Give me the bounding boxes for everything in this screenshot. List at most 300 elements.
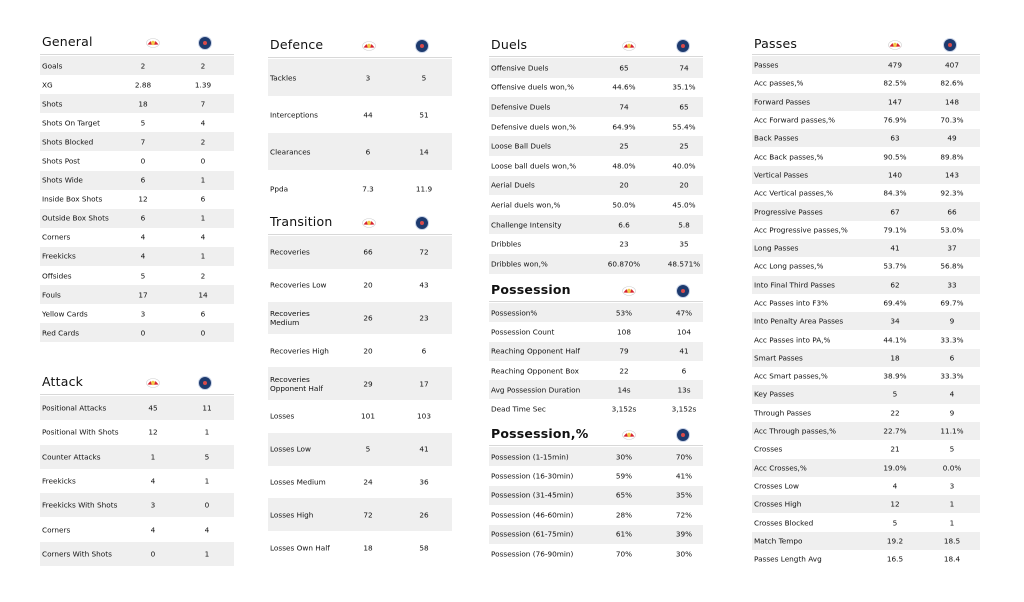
stat-row bbox=[752, 221, 980, 239]
stat-row bbox=[752, 111, 980, 129]
stat-label: Losses Low bbox=[270, 444, 311, 454]
home-value: 64.9% bbox=[612, 122, 636, 132]
passes-panel bbox=[752, 34, 980, 602]
stat-row bbox=[752, 477, 980, 495]
rb-leipzig-crest-icon bbox=[622, 39, 636, 53]
stat-label: Loose ball duels won,% bbox=[491, 161, 577, 171]
stats-table bbox=[489, 303, 703, 419]
stat-row bbox=[752, 495, 980, 513]
stat-row bbox=[40, 420, 234, 444]
stat-label: Dribbles won,% bbox=[491, 259, 548, 269]
stat-row bbox=[268, 59, 452, 96]
stats-table bbox=[40, 56, 234, 342]
away-value: 65 bbox=[679, 102, 689, 112]
away-value: 1 bbox=[204, 427, 210, 437]
home-value: 5 bbox=[140, 118, 146, 128]
home-value: 84.3% bbox=[883, 188, 907, 198]
stat-label: Possession% bbox=[491, 308, 538, 318]
home-value: 5 bbox=[365, 444, 371, 454]
stat-label: Freekicks bbox=[42, 251, 76, 261]
away-value: 0.0% bbox=[942, 463, 962, 473]
stat-row bbox=[40, 396, 234, 420]
stat-label: Passes bbox=[754, 60, 779, 70]
stat-row bbox=[268, 531, 452, 564]
home-value: 3,152s bbox=[611, 404, 637, 414]
stats-table bbox=[268, 236, 452, 564]
home-value: 82.5% bbox=[883, 78, 907, 88]
stat-row bbox=[40, 151, 234, 170]
stat-label: XG bbox=[42, 80, 53, 90]
stat-label: Inside Box Shots bbox=[42, 194, 103, 204]
rb-leipzig-crest-icon bbox=[362, 39, 376, 53]
stat-row bbox=[752, 74, 980, 92]
home-value: 4 bbox=[150, 525, 156, 535]
stat-label: Aerial duels won,% bbox=[491, 200, 561, 210]
home-value: 41 bbox=[890, 243, 900, 253]
away-value: 30% bbox=[675, 549, 693, 559]
section-divider bbox=[268, 57, 452, 58]
home-value: 65 bbox=[619, 63, 629, 73]
away-value: 5 bbox=[421, 73, 427, 82]
away-value: 6 bbox=[681, 366, 687, 376]
home-value: 6.6 bbox=[618, 220, 630, 230]
stat-label: Acc Through passes,% bbox=[754, 426, 837, 436]
section-header bbox=[268, 35, 452, 59]
home-value: 48.0% bbox=[612, 161, 636, 171]
home-value: 61% bbox=[615, 529, 633, 539]
away-value: 6 bbox=[421, 346, 427, 356]
stat-row bbox=[752, 440, 980, 458]
stat-row bbox=[268, 498, 452, 531]
stat-label: Possession (16-30min) bbox=[491, 471, 574, 481]
home-value: 2.88 bbox=[134, 80, 152, 90]
away-value: 5.8 bbox=[678, 220, 690, 230]
stat-label: Offensive duels won,% bbox=[491, 82, 575, 92]
away-value: 2 bbox=[200, 271, 206, 281]
stat-label: Passes Length Avg bbox=[754, 554, 822, 564]
stat-row bbox=[40, 190, 234, 209]
stat-row bbox=[268, 236, 452, 269]
stat-label: Offsides bbox=[42, 271, 72, 281]
stat-row bbox=[40, 228, 234, 247]
away-value: 40.0% bbox=[672, 161, 696, 171]
home-value: 6 bbox=[140, 213, 146, 223]
stat-label: Defensive Duels bbox=[491, 102, 551, 112]
away-value: 1 bbox=[200, 175, 206, 185]
home-value: 59% bbox=[615, 471, 633, 481]
home-value: 16.5 bbox=[886, 554, 904, 564]
away-value: 1 bbox=[204, 476, 210, 486]
away-value: 5 bbox=[949, 444, 955, 454]
home-value: 18 bbox=[890, 353, 900, 363]
psg-crest-icon bbox=[676, 284, 690, 298]
home-value: 21 bbox=[890, 444, 900, 454]
away-value: 5 bbox=[204, 452, 210, 462]
stat-row bbox=[40, 542, 234, 566]
away-value: 33 bbox=[947, 280, 957, 290]
stat-label: Reaching Opponent Box bbox=[491, 366, 579, 376]
stat-label: Crosses High bbox=[754, 499, 802, 509]
away-value: 3,152s bbox=[671, 404, 697, 414]
away-value: 35.1% bbox=[672, 82, 696, 92]
stat-label: Acc Long passes,% bbox=[754, 261, 824, 271]
stat-label: Outside Box Shots bbox=[42, 213, 109, 223]
away-value: 56.8% bbox=[940, 261, 964, 271]
stat-row bbox=[752, 276, 980, 294]
stat-row bbox=[752, 404, 980, 422]
stat-label: Smart Passes bbox=[754, 353, 803, 363]
stat-row bbox=[489, 544, 703, 563]
home-value: 44 bbox=[363, 110, 373, 119]
stat-row bbox=[489, 78, 703, 98]
stat-row bbox=[268, 133, 452, 170]
stat-row bbox=[489, 215, 703, 235]
away-value: 70.3% bbox=[940, 115, 964, 125]
stat-row bbox=[489, 342, 703, 361]
away-value: 14 bbox=[198, 290, 208, 300]
away-value: 47% bbox=[675, 308, 693, 318]
stat-label: Shots Post bbox=[42, 156, 80, 166]
stat-row bbox=[40, 75, 234, 94]
away-value: 36 bbox=[419, 477, 429, 487]
stat-label: Acc Passes into F3% bbox=[754, 298, 829, 308]
stat-label: Interceptions bbox=[270, 110, 318, 119]
home-value: 6 bbox=[365, 147, 371, 156]
stat-row bbox=[752, 330, 980, 348]
stat-label: Ppda bbox=[270, 184, 289, 193]
away-value: 9 bbox=[949, 408, 955, 418]
stat-row bbox=[752, 239, 980, 257]
stat-label: Long Passes bbox=[754, 243, 799, 253]
away-value: 23 bbox=[419, 313, 429, 323]
stat-label: Recoveries Low bbox=[270, 280, 327, 290]
psg-crest-icon bbox=[415, 39, 429, 53]
home-value: 66 bbox=[363, 247, 373, 257]
stat-row bbox=[40, 517, 234, 541]
stat-row bbox=[489, 136, 703, 156]
stat-row bbox=[40, 323, 234, 342]
away-value: 82.6% bbox=[940, 78, 964, 88]
stat-label: Acc Forward passes,% bbox=[754, 115, 836, 125]
section-title: Defence bbox=[270, 37, 324, 52]
stat-label: Corners bbox=[42, 525, 71, 535]
away-value: 11.9 bbox=[415, 184, 433, 193]
away-value: 4 bbox=[204, 525, 210, 535]
stat-row bbox=[489, 380, 703, 399]
stat-label: Losses bbox=[270, 411, 295, 421]
home-value: 30% bbox=[615, 452, 633, 462]
stat-row bbox=[752, 147, 980, 165]
home-value: 1 bbox=[150, 452, 156, 462]
home-value: 140 bbox=[888, 170, 902, 180]
home-value: 28% bbox=[615, 510, 633, 520]
stat-label: Acc Vertical passes,% bbox=[754, 188, 834, 198]
away-value: 37 bbox=[947, 243, 957, 253]
stat-label: Positional With Shots bbox=[42, 427, 119, 437]
psg-crest-icon bbox=[198, 376, 212, 390]
home-value: 20 bbox=[363, 346, 373, 356]
home-value: 76.9% bbox=[883, 115, 907, 125]
away-value: 43 bbox=[419, 280, 429, 290]
section-title: Attack bbox=[42, 374, 84, 389]
home-value: 60.870% bbox=[607, 259, 641, 269]
home-value: 108 bbox=[617, 327, 631, 337]
home-value: 5 bbox=[892, 389, 898, 399]
home-value: 22 bbox=[890, 408, 900, 418]
stat-row bbox=[268, 170, 452, 207]
away-value: 1.39 bbox=[194, 80, 212, 90]
away-value: 4 bbox=[200, 232, 206, 242]
section-divider bbox=[40, 54, 234, 55]
home-value: 53.7% bbox=[883, 261, 907, 271]
stat-label: Recoveries bbox=[270, 247, 310, 257]
stat-label: Defensive duels won,% bbox=[491, 122, 576, 132]
away-value: 11 bbox=[202, 403, 212, 413]
stat-row bbox=[489, 195, 703, 215]
away-value: 69.7% bbox=[940, 298, 964, 308]
away-value: 6 bbox=[200, 194, 206, 204]
stat-row bbox=[489, 58, 703, 78]
away-value: 72% bbox=[675, 510, 693, 520]
stat-label: Into Penalty Area Passes bbox=[754, 316, 844, 326]
stat-row bbox=[40, 209, 234, 228]
stat-row bbox=[489, 399, 703, 418]
stat-row bbox=[489, 361, 703, 380]
stat-row bbox=[268, 96, 452, 133]
home-value: 67 bbox=[890, 207, 900, 217]
psg-crest-icon bbox=[676, 39, 690, 53]
stat-label: Losses Medium bbox=[270, 477, 326, 487]
away-value: 3 bbox=[949, 481, 955, 491]
possession-pct-panel bbox=[489, 424, 703, 602]
home-value: 4 bbox=[892, 481, 898, 491]
section-divider bbox=[489, 301, 703, 302]
home-value: 0 bbox=[140, 156, 146, 166]
home-value: 101 bbox=[361, 411, 375, 421]
away-value: 11.1% bbox=[940, 426, 964, 436]
home-value: 4 bbox=[150, 476, 156, 486]
stat-label: Offensive Duels bbox=[491, 63, 549, 73]
stat-row bbox=[489, 303, 703, 322]
home-value: 3 bbox=[140, 309, 146, 319]
stat-label: Acc Crosses,% bbox=[754, 463, 807, 473]
home-value: 90.5% bbox=[883, 152, 907, 162]
home-value: 69.4% bbox=[883, 298, 907, 308]
stat-label: Yellow Cards bbox=[42, 309, 88, 319]
home-value: 5 bbox=[140, 271, 146, 281]
away-value: 1 bbox=[200, 213, 206, 223]
stat-row bbox=[752, 166, 980, 184]
home-value: 63 bbox=[890, 133, 900, 143]
away-value: 14 bbox=[419, 147, 429, 156]
stat-label: Avg Possession Duration bbox=[491, 385, 581, 395]
stat-label: Forward Passes bbox=[754, 97, 811, 107]
away-value: 0 bbox=[204, 500, 210, 510]
away-value: 41 bbox=[419, 444, 429, 454]
section-title: General bbox=[42, 34, 93, 49]
away-value: 92.3% bbox=[940, 188, 964, 198]
stat-label: Shots On Target bbox=[42, 118, 100, 128]
away-value: 39% bbox=[675, 529, 693, 539]
stat-row bbox=[489, 525, 703, 544]
away-value: 72 bbox=[419, 247, 429, 257]
home-value: 12 bbox=[148, 427, 158, 437]
stat-label: Crosses bbox=[754, 444, 783, 454]
stat-label: Vertical Passes bbox=[754, 170, 809, 180]
home-value: 44.6% bbox=[612, 82, 636, 92]
stats-table bbox=[489, 447, 703, 563]
stat-row bbox=[489, 466, 703, 485]
stat-label: Into Final Third Passes bbox=[754, 280, 835, 290]
away-value: 70% bbox=[675, 452, 693, 462]
stat-row bbox=[752, 532, 980, 550]
away-value: 48.571% bbox=[667, 259, 701, 269]
stat-label: Clearances bbox=[270, 147, 311, 156]
stat-label: Recoveries Medium bbox=[270, 308, 310, 327]
section-header bbox=[268, 212, 452, 236]
stat-label: Losses Own Half bbox=[270, 543, 330, 553]
psg-crest-icon bbox=[676, 428, 690, 442]
away-value: 33.3% bbox=[940, 371, 964, 381]
stat-row bbox=[40, 266, 234, 285]
stat-label: Goals bbox=[42, 61, 63, 71]
away-value: 2 bbox=[200, 137, 206, 147]
stat-row bbox=[752, 93, 980, 111]
stat-row bbox=[268, 334, 452, 367]
home-value: 7 bbox=[140, 137, 146, 147]
stat-row bbox=[268, 466, 452, 499]
stat-label: Crosses Low bbox=[754, 481, 799, 491]
stat-row bbox=[40, 493, 234, 517]
stat-label: Acc passes,% bbox=[754, 78, 804, 88]
away-value: 58 bbox=[419, 543, 429, 553]
away-value: 13s bbox=[677, 385, 691, 395]
rb-leipzig-crest-icon bbox=[146, 36, 160, 50]
stat-label: Positional Attacks bbox=[42, 403, 107, 413]
psg-crest-icon bbox=[415, 216, 429, 230]
home-value: 20 bbox=[363, 280, 373, 290]
stat-label: Fouls bbox=[42, 290, 61, 300]
stats-table bbox=[268, 59, 452, 207]
stat-row bbox=[752, 513, 980, 531]
away-value: 49 bbox=[947, 133, 957, 143]
home-value: 65% bbox=[615, 490, 633, 500]
home-value: 12 bbox=[890, 499, 900, 509]
away-value: 148 bbox=[945, 97, 959, 107]
stats-table bbox=[489, 58, 703, 274]
away-value: 17 bbox=[419, 379, 429, 389]
home-value: 53% bbox=[615, 308, 633, 318]
rb-leipzig-crest-icon bbox=[888, 38, 902, 52]
section-title: Transition bbox=[270, 214, 333, 229]
home-value: 5 bbox=[892, 518, 898, 528]
stat-label: Red Cards bbox=[42, 328, 80, 338]
home-value: 79.1% bbox=[883, 225, 907, 235]
stat-label: Shots Wide bbox=[42, 175, 83, 185]
home-value: 18 bbox=[138, 99, 148, 109]
away-value: 4 bbox=[949, 389, 955, 399]
home-value: 38.9% bbox=[883, 371, 907, 381]
away-value: 89.8% bbox=[940, 152, 964, 162]
stat-label: Recoveries High bbox=[270, 346, 329, 356]
stat-row bbox=[752, 294, 980, 312]
stat-label: Acc Back passes,% bbox=[754, 152, 824, 162]
away-value: 103 bbox=[417, 411, 431, 421]
home-value: 479 bbox=[888, 60, 902, 70]
away-value: 0 bbox=[200, 156, 206, 166]
stat-row bbox=[489, 447, 703, 466]
stat-label: Tackles bbox=[270, 73, 297, 82]
stat-row bbox=[752, 422, 980, 440]
rb-leipzig-crest-icon bbox=[622, 428, 636, 442]
stat-row bbox=[489, 97, 703, 117]
home-value: 0 bbox=[140, 328, 146, 338]
stats-table bbox=[40, 396, 234, 566]
away-value: 25 bbox=[679, 141, 689, 151]
away-value: 51 bbox=[419, 110, 429, 119]
stat-label: Shots Blocked bbox=[42, 137, 94, 147]
stat-row bbox=[40, 94, 234, 113]
home-value: 4 bbox=[140, 232, 146, 242]
home-value: 23 bbox=[619, 239, 629, 249]
stat-row bbox=[489, 156, 703, 176]
away-value: 55.4% bbox=[672, 122, 696, 132]
stat-label: Counter Attacks bbox=[42, 452, 101, 462]
section-divider bbox=[489, 445, 703, 446]
stat-row bbox=[489, 254, 703, 274]
psg-crest-icon bbox=[943, 38, 957, 52]
away-value: 4 bbox=[200, 118, 206, 128]
section-title: Possession bbox=[491, 282, 571, 297]
stat-row bbox=[40, 132, 234, 151]
away-value: 6 bbox=[949, 353, 955, 363]
stat-label: Back Passes bbox=[754, 133, 799, 143]
stat-label: Possession (46-60min) bbox=[491, 510, 574, 520]
away-value: 53.0% bbox=[940, 225, 964, 235]
home-value: 25 bbox=[619, 141, 629, 151]
away-value: 7 bbox=[200, 99, 206, 109]
section-divider bbox=[40, 394, 234, 395]
stat-label: Crosses Blocked bbox=[754, 518, 814, 528]
away-value: 1 bbox=[949, 518, 955, 528]
stat-label: Freekicks With Shots bbox=[42, 500, 118, 510]
stat-label: Acc Progressive passes,% bbox=[754, 225, 848, 235]
away-value: 45.0% bbox=[672, 200, 696, 210]
away-value: 143 bbox=[945, 170, 959, 180]
away-value: 0 bbox=[200, 328, 206, 338]
stat-row bbox=[489, 322, 703, 341]
away-value: 41% bbox=[675, 471, 693, 481]
stat-row bbox=[268, 302, 452, 335]
stat-row bbox=[752, 202, 980, 220]
home-value: 34 bbox=[890, 316, 900, 326]
home-value: 19.0% bbox=[883, 463, 907, 473]
stat-row bbox=[40, 304, 234, 323]
away-value: 20 bbox=[679, 180, 689, 190]
psg-crest-icon bbox=[198, 36, 212, 50]
stat-row bbox=[268, 269, 452, 302]
home-value: 22.7% bbox=[883, 426, 907, 436]
home-value: 12 bbox=[138, 194, 148, 204]
stat-row bbox=[752, 56, 980, 74]
section-title: Passes bbox=[754, 36, 798, 51]
stat-label: Progressive Passes bbox=[754, 207, 823, 217]
stat-row bbox=[268, 433, 452, 466]
stat-row bbox=[40, 469, 234, 493]
stat-row bbox=[40, 285, 234, 304]
home-value: 3 bbox=[365, 73, 371, 82]
rb-leipzig-crest-icon bbox=[622, 284, 636, 298]
